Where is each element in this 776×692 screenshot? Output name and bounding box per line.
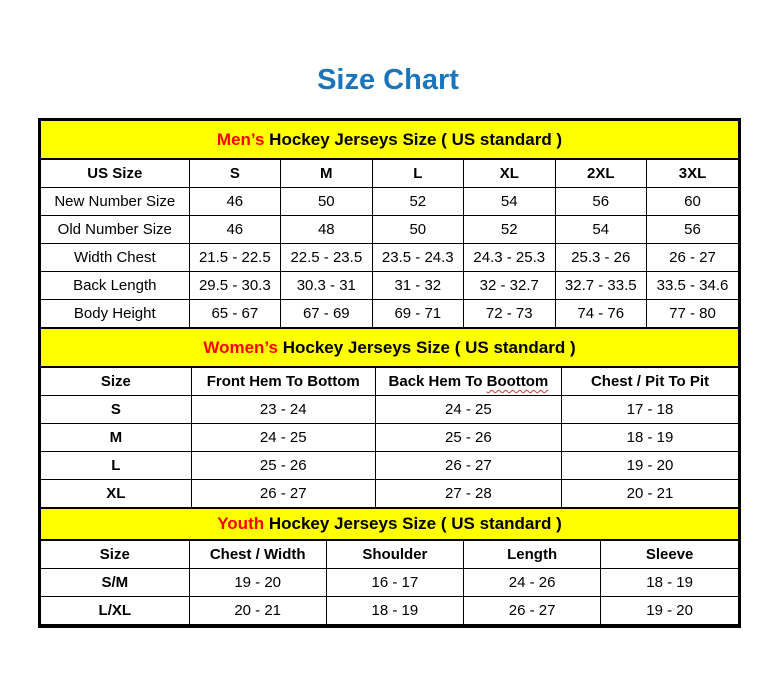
size-value-cell: 50 [372, 216, 463, 244]
womens-heading-accent: Women’s [203, 338, 278, 357]
size-value-cell: 25.3 - 26 [555, 244, 646, 272]
mens-body [41, 188, 738, 328]
mens-heading-accent: Men’s [216, 130, 265, 149]
column-header: M [281, 160, 372, 188]
size-value-cell: 23.5 - 24.3 [372, 244, 463, 272]
table-row [41, 452, 738, 480]
table-row [41, 569, 738, 597]
size-value-cell: 46 [189, 216, 280, 244]
column-header: Front Hem To Bottom [191, 368, 375, 396]
size-value-cell: 24 - 25 [191, 424, 375, 452]
size-value-cell: 54 [555, 216, 646, 244]
youth-header [41, 541, 738, 569]
size-value-cell: 69 - 71 [372, 300, 463, 328]
size-value-cell: 25 - 26 [375, 424, 561, 452]
row-label: L [41, 452, 191, 480]
size-value-cell: 26 - 27 [464, 597, 601, 625]
table-row [41, 396, 738, 424]
row-label: New Number Size [41, 188, 189, 216]
column-header: Size [41, 541, 189, 569]
size-value-cell: 23 - 24 [191, 396, 375, 424]
row-label: XL [41, 480, 191, 508]
size-value-cell: 26 - 27 [647, 244, 739, 272]
column-header: Back Hem To Boottom [375, 368, 561, 396]
size-value-cell: 46 [189, 188, 280, 216]
column-header: 3XL [647, 160, 739, 188]
row-label: S/M [41, 569, 189, 597]
size-value-cell: 32.7 - 33.5 [555, 272, 646, 300]
mens-size-table [41, 159, 738, 328]
size-value-cell: 60 [647, 188, 739, 216]
size-value-cell: 56 [555, 188, 646, 216]
size-value-cell: 19 - 20 [562, 452, 738, 480]
size-value-cell: 18 - 19 [326, 597, 463, 625]
size-value-cell: 20 - 21 [562, 480, 738, 508]
table-row [41, 216, 738, 244]
misspelled-word: Boottom [486, 373, 549, 390]
womens-body [41, 396, 738, 508]
row-label: Body Height [41, 300, 189, 328]
table-row [41, 424, 738, 452]
size-value-cell: 26 - 27 [191, 480, 375, 508]
column-header: 2XL [555, 160, 646, 188]
size-value-cell: 77 - 80 [647, 300, 739, 328]
column-header: Size [41, 368, 191, 396]
size-value-cell: 54 [464, 188, 555, 216]
column-header: Sleeve [601, 541, 738, 569]
youth-body [41, 569, 738, 625]
column-header: XL [464, 160, 555, 188]
womens-section-heading [41, 328, 738, 367]
youth-section-heading [41, 508, 738, 540]
size-value-cell: 65 - 67 [189, 300, 280, 328]
column-header: Chest / Width [189, 541, 326, 569]
size-value-cell: 31 - 32 [372, 272, 463, 300]
mens-header [41, 160, 738, 188]
size-value-cell: 21.5 - 22.5 [189, 244, 280, 272]
mens-heading-rest: Hockey Jerseys Size ( US standard ) [264, 130, 563, 149]
size-value-cell: 19 - 20 [601, 597, 738, 625]
size-value-cell: 24 - 25 [375, 396, 561, 424]
size-value-cell: 26 - 27 [375, 452, 561, 480]
table-header-row [41, 160, 738, 188]
column-header: S [189, 160, 280, 188]
column-header: Chest / Pit To Pit [562, 368, 738, 396]
youth-heading-rest: Hockey Jerseys Size ( US standard ) [264, 514, 562, 533]
size-value-cell: 24 - 26 [464, 569, 601, 597]
size-value-cell: 27 - 28 [375, 480, 561, 508]
size-value-cell: 24.3 - 25.3 [464, 244, 555, 272]
youth-size-table [41, 540, 738, 625]
column-header: Length [464, 541, 601, 569]
size-value-cell: 20 - 21 [189, 597, 326, 625]
size-value-cell: 56 [647, 216, 739, 244]
size-value-cell: 19 - 20 [189, 569, 326, 597]
womens-header [41, 368, 738, 396]
youth-heading-accent: Youth [217, 514, 265, 533]
table-header-row [41, 541, 738, 569]
column-header: US Size [41, 160, 189, 188]
row-label: S [41, 396, 191, 424]
page-title: Size Chart [317, 64, 459, 96]
womens-size-table [41, 367, 738, 508]
size-value-cell: 72 - 73 [464, 300, 555, 328]
table-row [41, 272, 738, 300]
row-label: L/XL [41, 597, 189, 625]
size-value-cell: 52 [372, 188, 463, 216]
table-row [41, 480, 738, 508]
table-row [41, 188, 738, 216]
size-value-cell: 22.5 - 23.5 [281, 244, 372, 272]
table-row [41, 244, 738, 272]
size-value-cell: 25 - 26 [191, 452, 375, 480]
size-tables [38, 118, 741, 628]
size-value-cell: 48 [281, 216, 372, 244]
size-value-cell: 74 - 76 [555, 300, 646, 328]
table-row [41, 597, 738, 625]
size-value-cell: 33.5 - 34.6 [647, 272, 739, 300]
size-value-cell: 32 - 32.7 [464, 272, 555, 300]
size-value-cell: 16 - 17 [326, 569, 463, 597]
size-value-cell: 67 - 69 [281, 300, 372, 328]
row-label: Width Chest [41, 244, 189, 272]
row-label: M [41, 424, 191, 452]
size-value-cell: 18 - 19 [601, 569, 738, 597]
row-label: Old Number Size [41, 216, 189, 244]
size-value-cell: 50 [281, 188, 372, 216]
column-header: Shoulder [326, 541, 463, 569]
size-value-cell: 17 - 18 [562, 396, 738, 424]
table-header-row [41, 368, 738, 396]
size-value-cell: 30.3 - 31 [281, 272, 372, 300]
size-value-cell: 29.5 - 30.3 [189, 272, 280, 300]
mens-section-heading [41, 121, 738, 159]
womens-heading-rest: Hockey Jerseys Size ( US standard ) [277, 338, 576, 357]
column-header: L [372, 160, 463, 188]
size-value-cell: 18 - 19 [562, 424, 738, 452]
row-label: Back Length [41, 272, 189, 300]
size-value-cell: 52 [464, 216, 555, 244]
table-row [41, 300, 738, 328]
